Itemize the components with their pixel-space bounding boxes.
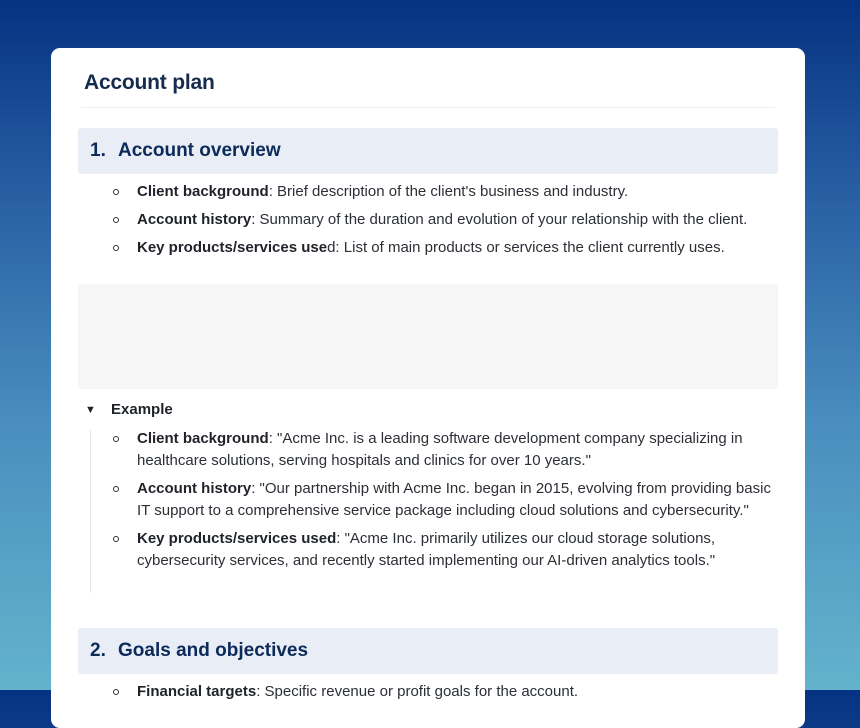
list-item-text: : Summary of the duration and evolution of your relationship with the client.	[251, 211, 748, 228]
document-card	[51, 48, 805, 728]
section-number: 1.	[90, 140, 106, 161]
list-item	[51, 478, 805, 522]
placeholder-block[interactable]	[78, 284, 778, 389]
list-item-text: : "Acme Inc. is a leading software development company specializing in healthcare solutions, serving hospitals and clinics for over 10 years."	[137, 430, 743, 469]
list-item-term: Account history	[137, 211, 252, 228]
list-item-term: Key products/services used	[137, 530, 337, 547]
list-item	[51, 237, 805, 259]
list-item-text: : "Acme Inc. primarily utilizes our cloud storage solutions, cybersecurity services, and recently started implementing our AI-driven analytics tools."	[137, 530, 716, 569]
section-heading-goals-and-objectives	[78, 628, 778, 674]
bullet-icon	[113, 689, 119, 695]
section-title: Account overview	[118, 140, 281, 161]
bullet-icon	[113, 189, 119, 195]
triangle-down-icon[interactable]: ▼	[85, 403, 96, 416]
example-label: Example	[111, 401, 173, 418]
bullet-icon	[113, 436, 119, 442]
section-number: 2.	[90, 640, 106, 661]
list-item-term: Client background	[137, 183, 269, 200]
bullet-icon	[113, 536, 119, 542]
bullet-icon	[113, 486, 119, 492]
list-item	[51, 528, 805, 572]
list-item-term: Key products/services use	[137, 239, 328, 256]
section-title: Goals and objectives	[118, 640, 309, 661]
title-divider	[81, 107, 775, 108]
example-list	[51, 428, 805, 578]
goals-list	[51, 681, 805, 709]
list-item-text: : "Our partnership with Acme Inc. began in 2015, evolving from providing basic IT support to a comprehensive service package including cloud solutions and cybersecurity."	[137, 480, 771, 519]
list-item-term: Client background	[137, 430, 269, 447]
list-item-term: Financial targets	[137, 683, 257, 700]
account-overview-list	[51, 181, 805, 265]
list-item-term: Account history	[137, 480, 252, 497]
list-item-text: : Specific revenue or profit goals for the account.	[256, 683, 579, 700]
list-item-text: : Brief description of the client's business and industry.	[268, 183, 629, 200]
bullet-icon	[113, 245, 119, 251]
list-item	[51, 681, 805, 703]
page-title: Account plan	[84, 71, 215, 94]
list-item	[51, 181, 805, 203]
list-item-text: d: List of main products or services the client currently uses.	[327, 239, 725, 256]
list-item	[51, 209, 805, 231]
example-expand-toggle[interactable]	[85, 401, 173, 418]
bullet-icon	[113, 217, 119, 223]
section-heading-account-overview	[78, 128, 778, 174]
list-item	[51, 428, 805, 472]
